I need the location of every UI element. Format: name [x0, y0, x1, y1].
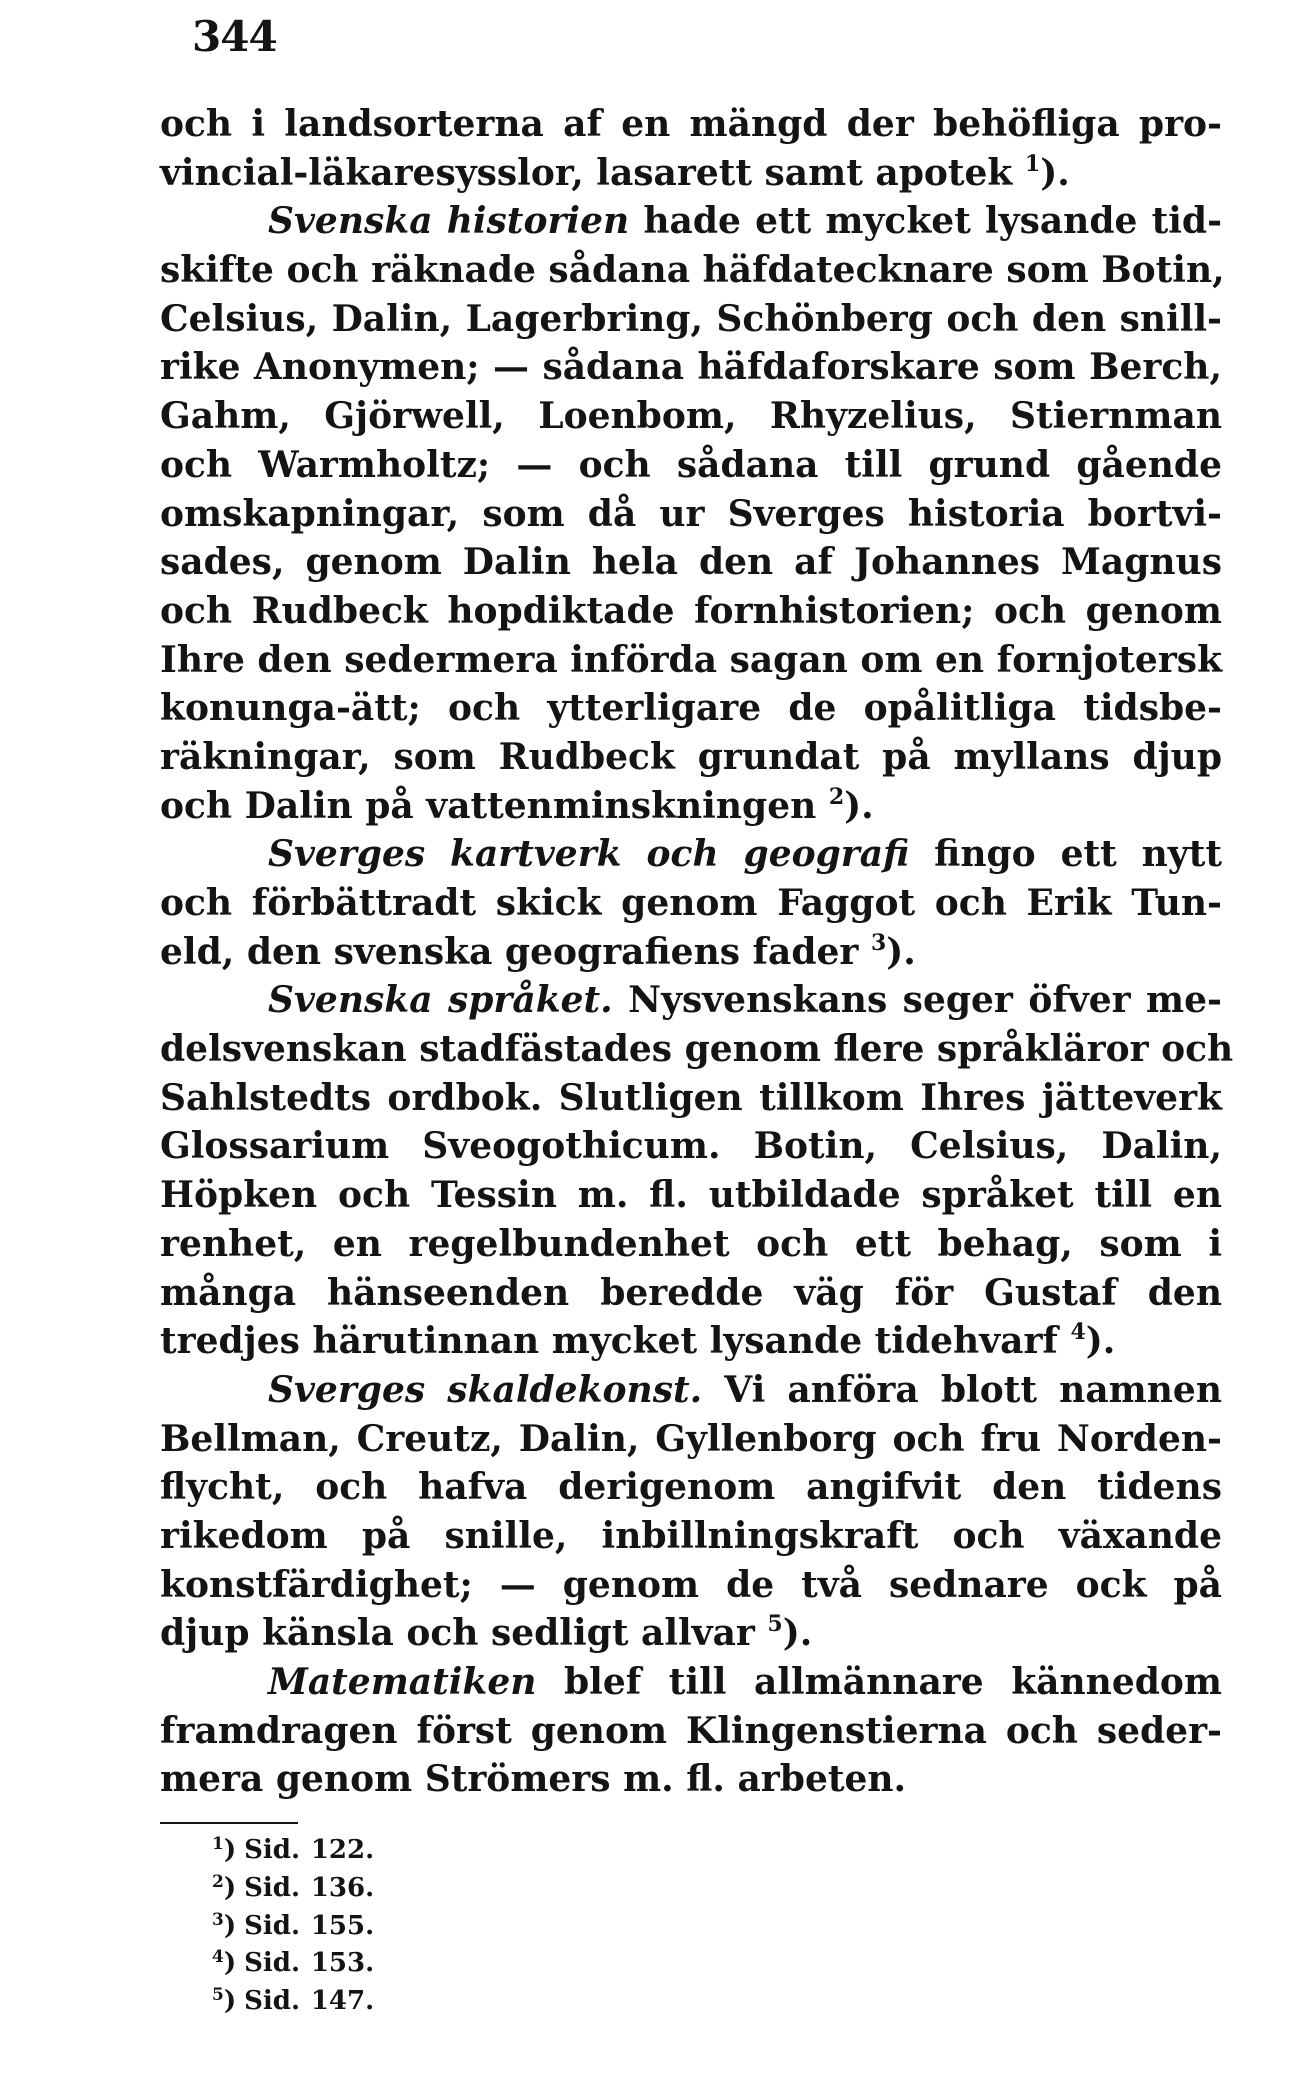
text-run: tredjes härutinnan mycket lysande tidehvarf [160, 1320, 1071, 1363]
section-heading: Sverges kartverk och geografi [268, 833, 910, 876]
text-line [160, 1561, 1222, 1610]
footnote-paren: ) [223, 1910, 237, 1941]
page-number: 344 [192, 12, 277, 61]
text-run: ). [1040, 151, 1070, 194]
text-line [160, 441, 1222, 490]
text-run: konunga-ätt; och ytterligare de opålitliga tidsbe- [160, 687, 1222, 730]
text-line [160, 1609, 1222, 1658]
text-line [160, 1512, 1222, 1561]
text-run: Bellman, Creutz, Dalin, Gyllenborg och fru Norden- [160, 1417, 1222, 1460]
text-run: delsvenskan stadfästades genom flere språkläror och [160, 1028, 1234, 1071]
text-run: sades, genom Dalin hela den af Johannes Magnus [160, 541, 1222, 584]
section-heading: Svenska språket. [268, 979, 613, 1022]
footnote-item [212, 1832, 374, 1870]
text-run: räkningar, som Rudbeck grundat på myllans djup [160, 735, 1222, 778]
footnote-rule [160, 1822, 298, 1824]
text-line [160, 1122, 1222, 1171]
footnote-text: Sid. 153. [244, 1948, 375, 1979]
text-line [160, 1269, 1222, 1318]
footnote-item [212, 1945, 374, 1983]
text-run: flycht, och hafva derigenom angifvit den tidens [160, 1466, 1222, 1509]
text-line [160, 928, 1222, 977]
text-run: vincial-läkaresysslor, lasarett samt apotek [160, 151, 1025, 194]
section-heading: Matematiken [268, 1661, 537, 1703]
text-line [160, 733, 1222, 782]
footnote-paren: ) [223, 1872, 237, 1903]
text-run: konstfärdighet; — genom de två sednare ock på [160, 1563, 1222, 1606]
text-run: Gahm, Gjörwell, Loenbom, Rhyzelius, Stiernman [160, 395, 1222, 438]
text-line [160, 636, 1222, 685]
text-run: rikedom på snille, inbillningskraft och växande [160, 1514, 1222, 1557]
text-run: hade ett mycket lysande tid- [629, 200, 1223, 243]
footnote-paren: ) [223, 1835, 237, 1865]
text-run: Sahlstedts ordbok. Slutligen tillkom Ihres jätteverk [160, 1076, 1222, 1119]
footnote-item [212, 1870, 374, 1908]
text-run: och Warmholtz; — och sådana till grund gående [160, 443, 1222, 486]
section-heading: Sverges skaldekonst. [268, 1368, 703, 1411]
text-line [160, 879, 1222, 928]
text-line [160, 1755, 1222, 1804]
text-run: skifte och räknade sådana häfdatecknare som Botin, [160, 249, 1225, 292]
text-run: ). [782, 1612, 813, 1655]
text-run: många hänseenden beredde väg för Gustaf den [160, 1271, 1222, 1314]
text-line [160, 684, 1222, 733]
text-line [160, 782, 1222, 831]
footnote-reference: 1 [1024, 150, 1041, 177]
text-line [160, 587, 1222, 636]
text-run: blef till allmännare kännedom [536, 1661, 1222, 1703]
footnote-paren: ) [223, 1948, 237, 1979]
footnote-marker: 1 [212, 1834, 224, 1854]
section-heading: Svenska historien [268, 200, 630, 243]
text-line [160, 1707, 1222, 1756]
text-run: fingo ett nytt [909, 833, 1222, 876]
text-line [160, 538, 1222, 587]
footnote-marker: 2 [212, 1871, 224, 1892]
text-run: mera genom Strömers m. fl. arbeten. [160, 1758, 907, 1801]
footnote-marker: 5 [212, 1985, 224, 2006]
text-line [160, 976, 1222, 1025]
text-run: ). [886, 930, 916, 973]
footnote-reference: 4 [1070, 1319, 1086, 1346]
text-line [160, 1074, 1222, 1123]
text-run: och Dalin på vattenminskningen [160, 784, 829, 827]
text-run: Nysvenskans seger öfver me- [612, 979, 1222, 1022]
text-run: Celsius, Dalin, Lagerbring, Schönberg och den snill- [160, 297, 1222, 340]
footnote-text: Sid. 136. [244, 1872, 375, 1903]
text-line [160, 246, 1225, 295]
text-run: Höpken och Tessin m. fl. utbildade språket till en [160, 1174, 1222, 1217]
text-run: och i landsorterna af en mängd der behöfliga pro- [160, 103, 1222, 145]
footnote-item [212, 1983, 374, 2021]
text-line [160, 100, 1222, 149]
text-line [160, 490, 1222, 539]
text-run: rike Anonymen; — sådana häfdaforskare som Berch, [160, 346, 1222, 389]
footnotes [212, 1832, 374, 2021]
text-line [160, 1171, 1222, 1220]
text-line [160, 1366, 1222, 1415]
footnote-text: Sid. 122. [244, 1835, 375, 1865]
text-run: renhet, en regelbundenhet och ett behag, som i [160, 1222, 1222, 1265]
text-run: omskapningar, som då ur Sverges historia bortvi- [160, 492, 1222, 535]
text-run: framdragen först genom Klingenstierna och seder- [160, 1709, 1222, 1752]
text-line [160, 1463, 1222, 1512]
footnote-reference: 3 [870, 929, 887, 956]
body-text [160, 100, 1234, 1804]
text-line [160, 392, 1222, 441]
text-line [160, 149, 1222, 198]
text-line [160, 1025, 1234, 1074]
footnote-text: Sid. 155. [244, 1910, 375, 1941]
text-line [160, 1415, 1222, 1464]
text-line [160, 830, 1222, 879]
footnote-text: Sid. 147. [244, 1986, 375, 2017]
text-run: ). [1085, 1320, 1116, 1363]
footnote-reference: 5 [767, 1611, 783, 1638]
text-run: och förbättradt skick genom Faggot och Erik Tun- [160, 882, 1222, 924]
text-run: ). [844, 784, 874, 827]
text-line [160, 1658, 1222, 1707]
footnote-marker: 3 [212, 1909, 224, 1930]
text-run: Vi anföra blott namnen [702, 1368, 1222, 1411]
text-run: djup känsla och sedligt allvar [160, 1612, 768, 1655]
text-run: Ihre den sedermera införda sagan om en fornjotersk [160, 638, 1223, 681]
text-line [160, 343, 1222, 392]
text-run: och Rudbeck hopdiktade fornhistorien; och genom [160, 589, 1222, 632]
text-line [160, 1317, 1222, 1366]
text-run: Glossarium Sveogothicum. Botin, Celsius, Dalin, [160, 1125, 1222, 1168]
text-line [160, 197, 1222, 246]
text-line [160, 1220, 1222, 1269]
text-line [160, 295, 1222, 344]
footnote-paren: ) [223, 1986, 237, 2017]
footnote-reference: 2 [828, 783, 845, 810]
text-run: eld, den svenska geografiens fader [160, 930, 871, 973]
footnote-marker: 4 [212, 1947, 224, 1968]
footnote-item [212, 1908, 374, 1946]
